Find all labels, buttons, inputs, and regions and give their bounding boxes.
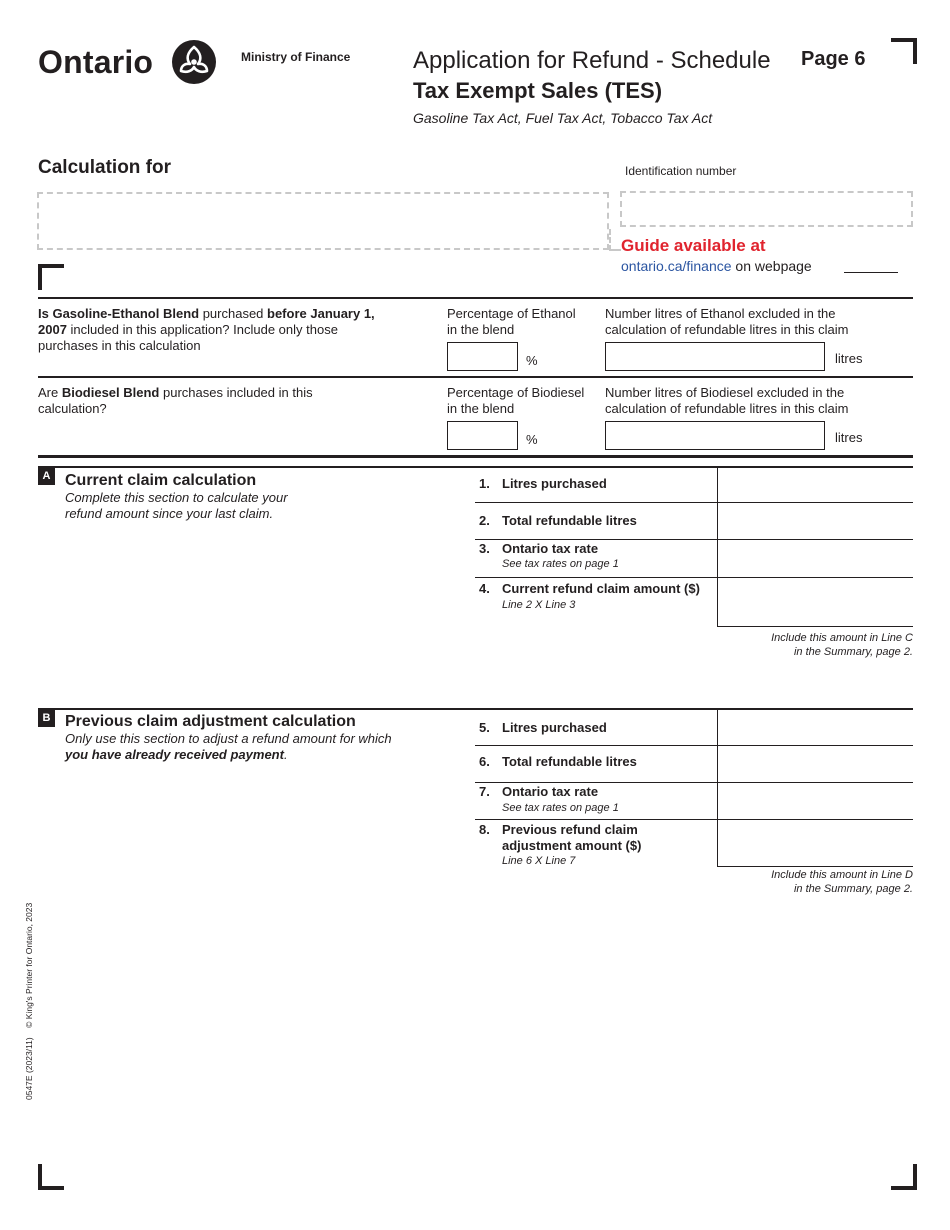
ministry-name: Ministry of Finance (241, 50, 351, 64)
biodiesel-percentage-input[interactable] (447, 421, 518, 450)
row-rule (717, 626, 913, 627)
line-label: Previous refund claim adjustment amount ($) (502, 822, 642, 853)
biodiesel-percentage-label: Percentage of Biodiesel in the blend (447, 385, 585, 416)
biodiesel-question-text2: purchases included in this calculation? (38, 385, 313, 416)
section-b-title: Previous claim adjustment calculation (65, 713, 356, 730)
section-b-desc-text2: . (283, 747, 288, 762)
line-label: Ontario tax rate (502, 784, 599, 799)
guide-heading: Guide available at (621, 236, 766, 255)
identification-number-input[interactable] (620, 191, 913, 227)
corner-mark-bottom-left (38, 1164, 64, 1190)
line-number: 6. (479, 754, 490, 769)
identification-number-label: Identification number (625, 164, 737, 178)
corner-mark-left (38, 264, 64, 290)
dashed-connector (609, 229, 621, 251)
line-sublabel: Line 2 X Line 3 (502, 599, 576, 611)
calculation-for-heading: Calculation for (38, 157, 172, 178)
line-2-amount-input[interactable] (718, 503, 913, 539)
line-4-amount-input[interactable] (718, 578, 913, 626)
line-sublabel: Line 6 X Line 7 (502, 855, 576, 867)
section-a-rule (38, 466, 913, 468)
form-footer (24, 903, 34, 1100)
form-title: Application for Refund - Schedule (413, 47, 771, 74)
ethanol-litres-label: Number litres of Ethanol excluded in the calculation of refundable litres in this claim (605, 306, 849, 337)
section-b-note-line1: Include this amount in Line D (771, 869, 913, 881)
divider (38, 297, 913, 299)
ethanol-question (38, 306, 398, 354)
line-label: Litres purchased (502, 720, 607, 735)
calculation-for-input[interactable] (37, 192, 609, 250)
litres-unit: litres (835, 430, 863, 445)
corner-mark-top-right (891, 38, 917, 64)
page-number: Page 6 (801, 48, 866, 70)
guide-link[interactable]: ontario.ca/finance (621, 258, 732, 274)
line-number: 1. (479, 476, 490, 491)
section-a-note (613, 631, 913, 659)
section-b-badge: B (38, 710, 55, 727)
ontario-trillium-logo-icon (172, 40, 216, 84)
section-a-badge: A (38, 468, 55, 485)
ethanol-question-text2: included in this application? Include only those purchases in this calculation (38, 322, 338, 353)
ontario-logo-text: Ontario (38, 44, 154, 80)
ethanol-question-bold2: before January 1, 2007 (38, 306, 375, 337)
line-number: 3. (479, 541, 490, 556)
section-b-rule (38, 708, 913, 710)
line-6-amount-input[interactable] (718, 746, 913, 782)
ethanol-percentage-label: Percentage of Ethanol in the blend (447, 306, 576, 337)
form-acts: Gasoline Tax Act, Fuel Tax Act, Tobacco Tax Act (413, 110, 713, 126)
guide-webpage-field[interactable] (844, 272, 898, 273)
line-number: 7. (479, 784, 490, 799)
line-1-amount-input[interactable] (718, 469, 913, 502)
guide-suffix: on webpage (731, 258, 812, 274)
section-b-note (613, 868, 913, 896)
percent-unit: % (526, 432, 538, 447)
section-a-note-line1: Include this amount in Line C (771, 632, 913, 644)
line-8-amount-input[interactable] (718, 820, 913, 866)
ethanol-percentage-input[interactable] (447, 342, 518, 371)
form-id: 0547E (2023/11) (24, 1037, 34, 1100)
section-b-description (65, 731, 395, 763)
line-7-amount-input[interactable] (718, 783, 913, 819)
line-5-amount-input[interactable] (718, 711, 913, 745)
biodiesel-litres-label: Number litres of Biodiesel excluded in the calculation of refundable litres in this claim (605, 385, 849, 416)
line-number: 4. (479, 581, 490, 596)
section-b-desc-bold: you have already received payment (65, 747, 284, 762)
line-3-amount-input[interactable] (718, 540, 913, 577)
divider (38, 455, 913, 458)
guide-location (621, 258, 812, 274)
biodiesel-question-bold: Biodiesel Blend (61, 385, 160, 400)
section-b-desc-text1: Only use this section to adjust a refund amount for which (65, 731, 392, 746)
ethanol-question-text1: purchased (199, 306, 268, 321)
divider (38, 376, 913, 378)
ethanol-litres-input[interactable] (605, 342, 825, 371)
line-label: Current refund claim amount ($) (502, 581, 700, 596)
biodiesel-question (38, 385, 368, 417)
section-a-title: Current claim calculation (65, 472, 257, 489)
section-a-note-line2: in the Summary, page 2. (793, 646, 913, 658)
corner-mark-bottom-right (891, 1164, 917, 1190)
percent-unit: % (526, 353, 538, 368)
section-b-note-line2: in the Summary, page 2. (793, 883, 913, 895)
line-number: 8. (479, 822, 490, 837)
line-number: 2. (479, 513, 490, 528)
copyright: © King's Printer for Ontario, 2023 (24, 902, 34, 1028)
biodiesel-litres-input[interactable] (605, 421, 825, 450)
ethanol-question-bold1: Is Gasoline-Ethanol Blend (38, 306, 200, 321)
biodiesel-question-text1: Are (38, 385, 62, 400)
form-subtitle-title: Tax Exempt Sales (TES) (413, 78, 663, 103)
line-label: Total refundable litres (502, 513, 637, 528)
line-number: 5. (479, 720, 490, 735)
line-label: Total refundable litres (502, 754, 637, 769)
line-sublabel: See tax rates on page 1 (502, 558, 619, 570)
line-label: Litres purchased (502, 476, 607, 491)
line-label: Ontario tax rate (502, 541, 599, 556)
line-sublabel: See tax rates on page 1 (502, 802, 619, 814)
litres-unit: litres (835, 351, 863, 366)
row-rule (717, 866, 913, 867)
section-a-description: Complete this section to calculate your refund amount since your last claim. (65, 490, 288, 521)
